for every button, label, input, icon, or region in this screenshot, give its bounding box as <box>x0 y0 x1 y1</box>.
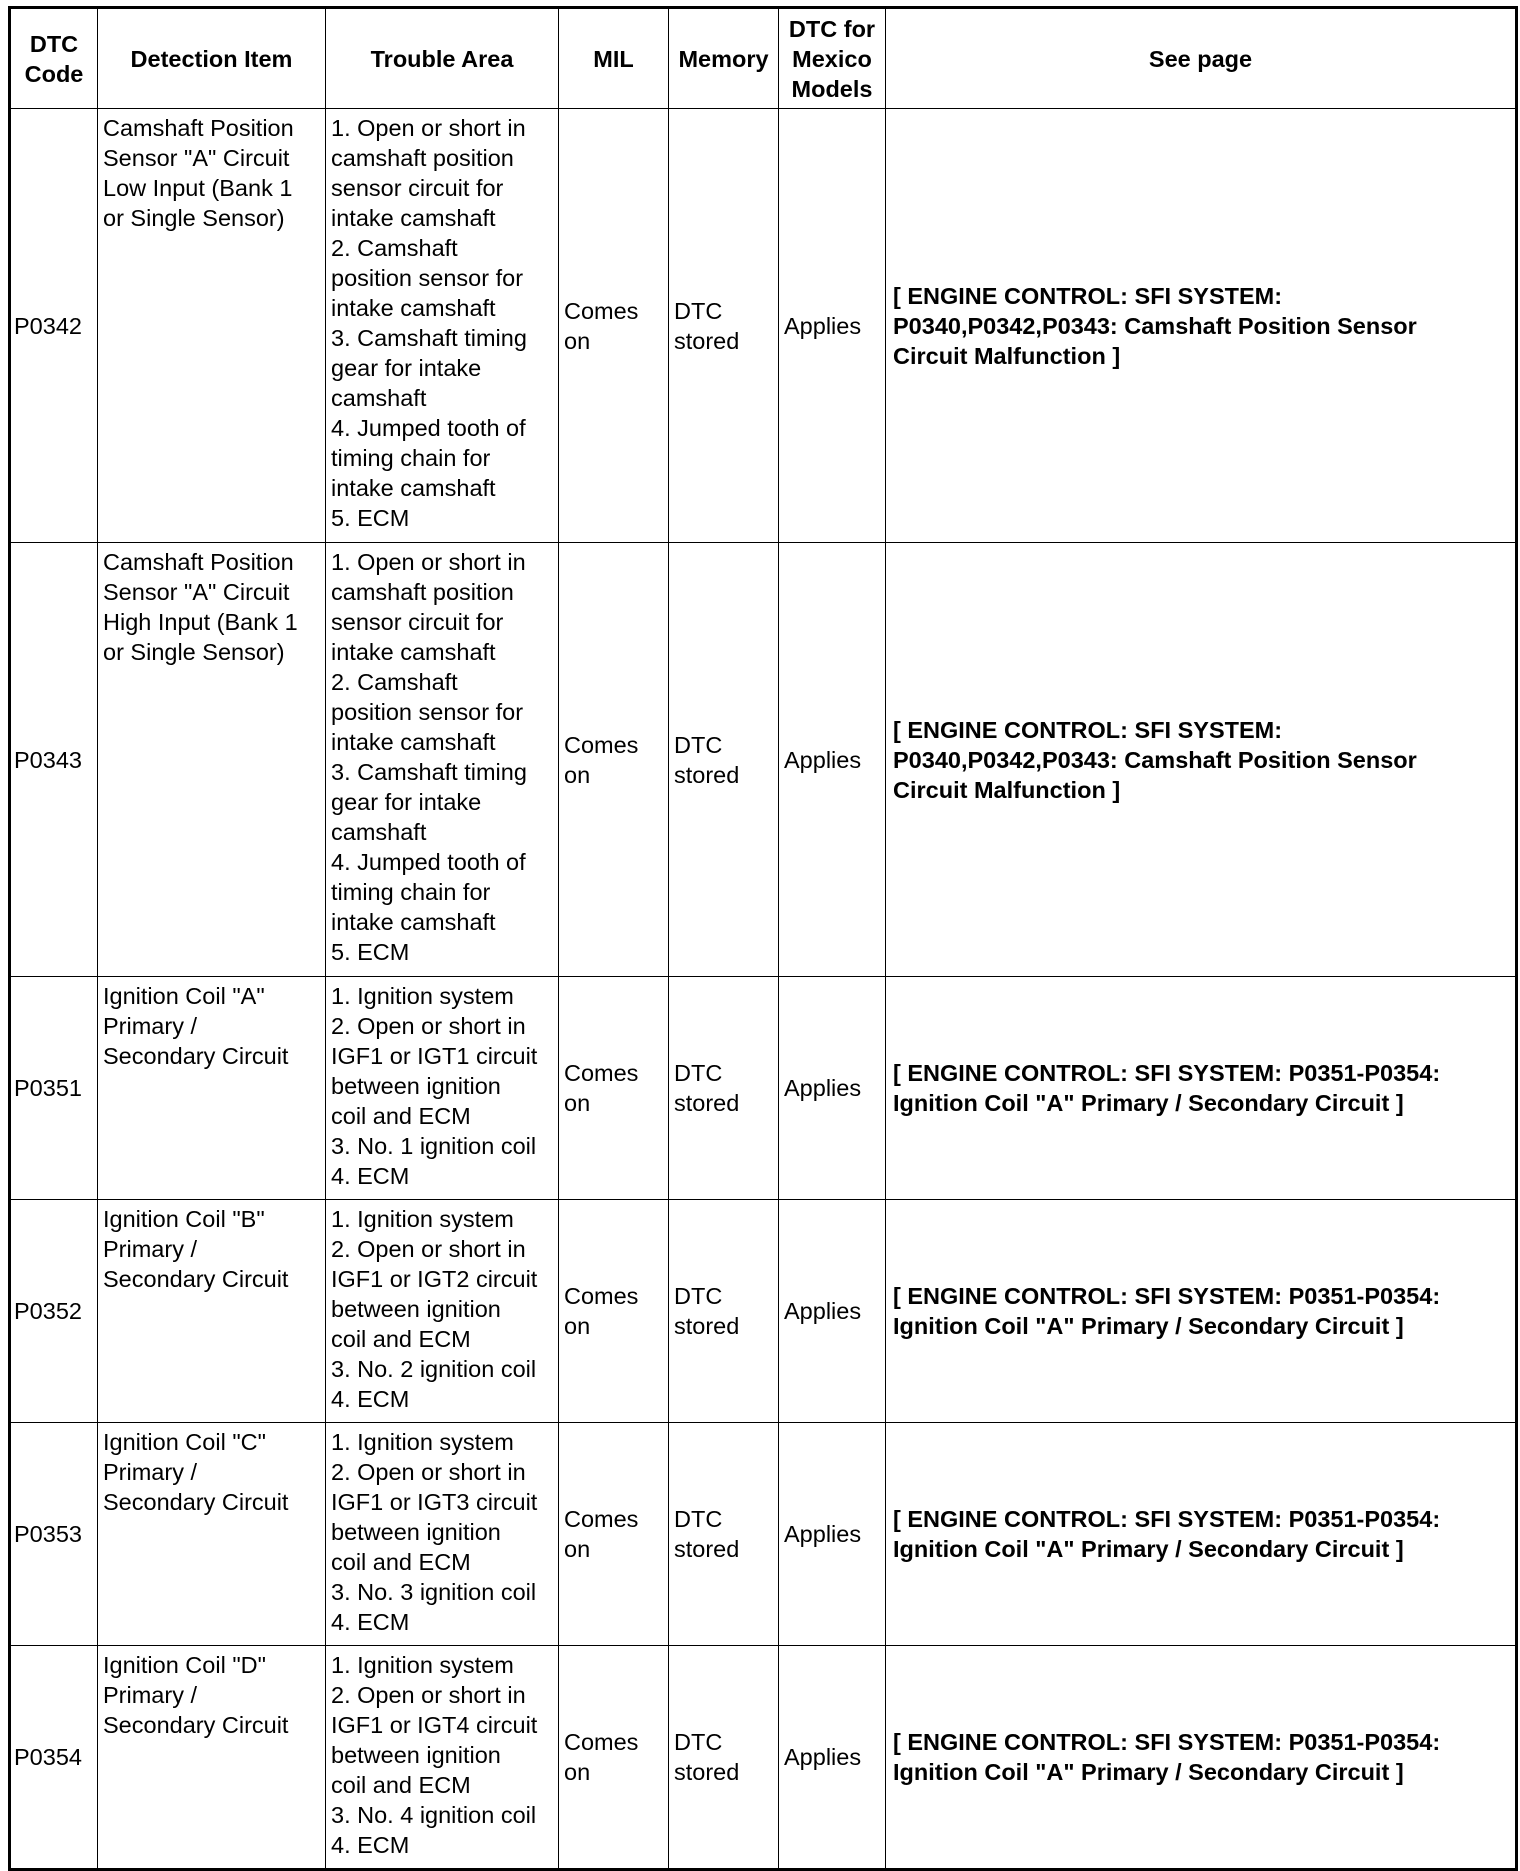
table-row <box>10 1646 1517 1870</box>
mexico-models-cell: Applies <box>779 977 886 1200</box>
see-page-cell: [ ENGINE CONTROL: SFI SYSTEM: P0340,P0342,P0343: Camshaft Position Sensor Circuit Malfunction ] <box>886 543 1517 977</box>
dtc-table <box>8 6 1518 1871</box>
memory-cell: DTC stored <box>669 109 779 543</box>
header-row <box>10 8 1517 109</box>
see-page-cell: [ ENGINE CONTROL: SFI SYSTEM: P0351-P0354: Ignition Coil "A" Primary / Secondary Circuit ] <box>886 977 1517 1200</box>
mil-cell: Comes on <box>559 977 669 1200</box>
mexico-models-cell: Applies <box>779 1646 886 1870</box>
table-row <box>10 543 1517 977</box>
mil-cell: Comes on <box>559 1200 669 1423</box>
see-page-cell: [ ENGINE CONTROL: SFI SYSTEM: P0340,P0342,P0343: Camshaft Position Sensor Circuit Malfunction ] <box>886 109 1517 543</box>
table-row <box>10 1200 1517 1423</box>
mexico-models-cell: Applies <box>779 109 886 543</box>
mexico-models-cell: Applies <box>779 543 886 977</box>
header-detection-item: Detection Item <box>98 8 326 109</box>
detection-item-cell: Ignition Coil "A" Primary / Secondary Circuit <box>98 977 326 1200</box>
memory-cell: DTC stored <box>669 543 779 977</box>
detection-item-cell: Ignition Coil "B" Primary / Secondary Circuit <box>98 1200 326 1423</box>
mil-cell: Comes on <box>559 543 669 977</box>
trouble-area-cell: 1. Ignition system 2. Open or short in IGF1 or IGT2 circuit between ignition coil and ECM 3. No. 2 ignition coil 4. ECM <box>326 1200 559 1423</box>
dtc-code-cell: P0343 <box>10 543 98 977</box>
see-page-cell: [ ENGINE CONTROL: SFI SYSTEM: P0351-P0354: Ignition Coil "A" Primary / Secondary Circuit ] <box>886 1423 1517 1646</box>
mil-cell: Comes on <box>559 1423 669 1646</box>
trouble-area-cell: 1. Ignition system 2. Open or short in IGF1 or IGT3 circuit between ignition coil and ECM 3. No. 3 ignition coil 4. ECM <box>326 1423 559 1646</box>
dtc-code-cell: P0354 <box>10 1646 98 1870</box>
header-trouble-area: Trouble Area <box>326 8 559 109</box>
mexico-models-cell: Applies <box>779 1200 886 1423</box>
detection-item-cell: Camshaft Position Sensor "A" Circuit Low Input (Bank 1 or Single Sensor) <box>98 109 326 543</box>
mil-cell: Comes on <box>559 109 669 543</box>
header-see-page: See page <box>886 8 1517 109</box>
mexico-models-cell: Applies <box>779 1423 886 1646</box>
memory-cell: DTC stored <box>669 1646 779 1870</box>
header-mexico-models: DTC for Mexico Models <box>779 8 886 109</box>
table-row <box>10 977 1517 1200</box>
header-mil: MIL <box>559 8 669 109</box>
trouble-area-cell: 1. Ignition system 2. Open or short in IGF1 or IGT4 circuit between ignition coil and ECM 3. No. 4 ignition coil 4. ECM <box>326 1646 559 1870</box>
table-body <box>10 109 1517 1870</box>
table-row <box>10 109 1517 543</box>
dtc-code-cell: P0353 <box>10 1423 98 1646</box>
see-page-cell: [ ENGINE CONTROL: SFI SYSTEM: P0351-P0354: Ignition Coil "A" Primary / Secondary Circuit ] <box>886 1200 1517 1423</box>
trouble-area-cell: 1. Open or short in camshaft position sensor circuit for intake camshaft 2. Camshaft position sensor for intake camshaft 3. Camshaft timing gear for intake camshaft 4. Jumped tooth of timing chain for intake camshaft 5. ECM <box>326 543 559 977</box>
trouble-area-cell: 1. Open or short in camshaft position sensor circuit for intake camshaft 2. Camshaft position sensor for intake camshaft 3. Camshaft timing gear for intake camshaft 4. Jumped tooth of timing chain for intake camshaft 5. ECM <box>326 109 559 543</box>
mil-cell: Comes on <box>559 1646 669 1870</box>
dtc-code-cell: P0342 <box>10 109 98 543</box>
trouble-area-cell: 1. Ignition system 2. Open or short in IGF1 or IGT1 circuit between ignition coil and ECM 3. No. 1 ignition coil 4. ECM <box>326 977 559 1200</box>
memory-cell: DTC stored <box>669 977 779 1200</box>
dtc-code-cell: P0352 <box>10 1200 98 1423</box>
detection-item-cell: Ignition Coil "C" Primary / Secondary Circuit <box>98 1423 326 1646</box>
dtc-code-cell: P0351 <box>10 977 98 1200</box>
detection-item-cell: Ignition Coil "D" Primary / Secondary Circuit <box>98 1646 326 1870</box>
memory-cell: DTC stored <box>669 1200 779 1423</box>
header-dtc-code: DTC Code <box>10 8 98 109</box>
table-row <box>10 1423 1517 1646</box>
detection-item-cell: Camshaft Position Sensor "A" Circuit High Input (Bank 1 or Single Sensor) <box>98 543 326 977</box>
header-memory: Memory <box>669 8 779 109</box>
memory-cell: DTC stored <box>669 1423 779 1646</box>
see-page-cell: [ ENGINE CONTROL: SFI SYSTEM: P0351-P0354: Ignition Coil "A" Primary / Secondary Circuit ] <box>886 1646 1517 1870</box>
